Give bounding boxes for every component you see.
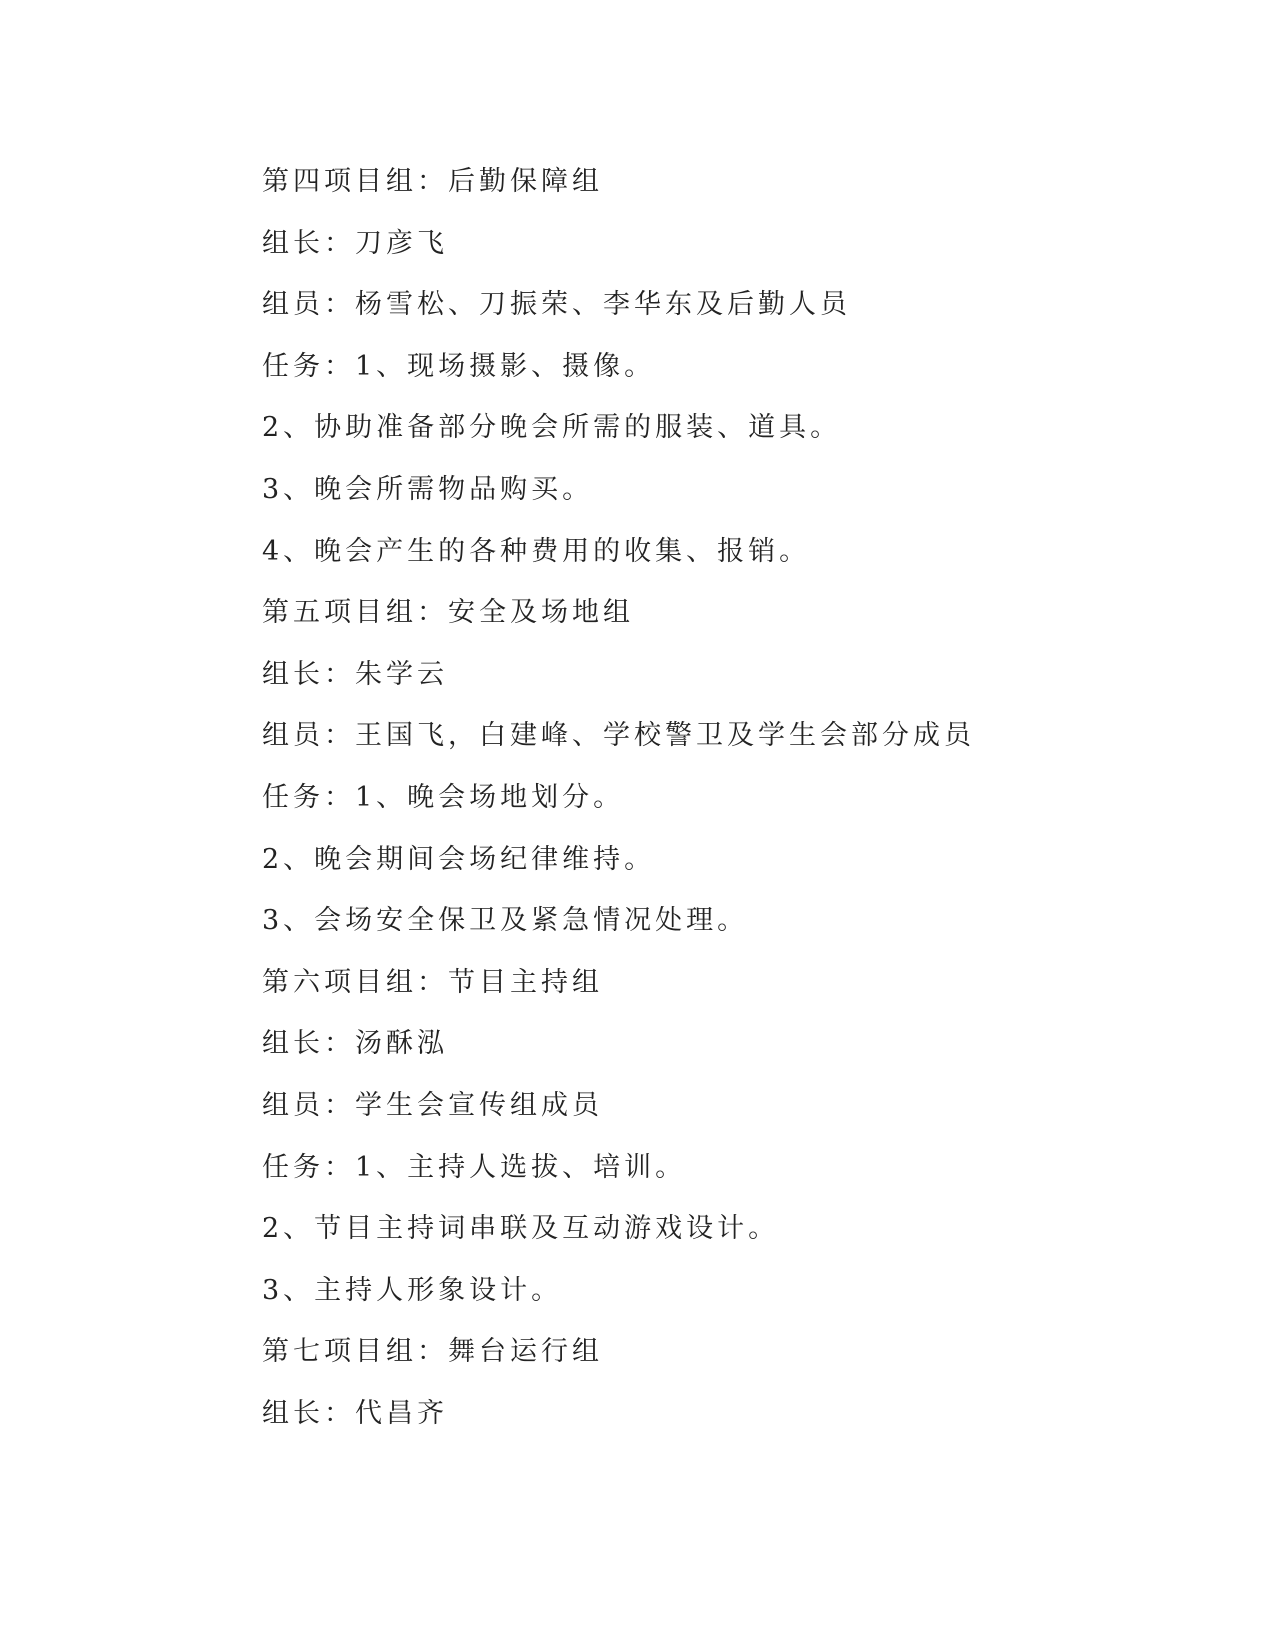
task-item: 2、协助准备部分晚会所需的服装、道具。 <box>262 412 842 444</box>
section-heading-stage: 第七项目组：舞台运行组 <box>262 1336 603 1368</box>
task-item: 4、晚会产生的各种费用的收集、报销。 <box>262 535 811 567</box>
task-item: 3、晚会所需物品购买。 <box>262 473 594 505</box>
group-leader-hosting: 组长：汤酥泓 <box>262 1028 448 1060</box>
group-members-logistics: 组员：杨雪松、刀振荣、李华东及后勤人员 <box>262 289 851 321</box>
group-members-security: 组员：王国飞，白建峰、学校警卫及学生会部分成员 <box>262 720 975 752</box>
group-members-hosting: 组员：学生会宣传组成员 <box>262 1089 603 1121</box>
section-heading-hosting: 第六项目组：节目主持组 <box>262 966 603 998</box>
task-item: 3、会场安全保卫及紧急情况处理。 <box>262 905 749 937</box>
document-body <box>262 163 1162 1456</box>
section-heading-logistics: 第四项目组：后勤保障组 <box>262 166 603 197</box>
group-leader-stage: 组长：代昌齐 <box>262 1397 448 1429</box>
group-leader-logistics: 组长：刀彦飞 <box>262 227 448 259</box>
task-item: 2、晚会期间会场纪律维持。 <box>262 843 656 875</box>
task-item: 3、主持人形象设计。 <box>262 1274 563 1306</box>
group-leader-security: 组长：朱学云 <box>262 658 448 690</box>
task-item: 2、节目主持词串联及互动游戏设计。 <box>262 1213 780 1245</box>
task-item: 任务：1、主持人选拔、培训。 <box>262 1151 687 1183</box>
task-item: 任务：1、晚会场地划分。 <box>262 781 625 813</box>
section-heading-security: 第五项目组：安全及场地组 <box>262 597 634 629</box>
task-item: 任务：1、现场摄影、摄像。 <box>262 350 656 382</box>
